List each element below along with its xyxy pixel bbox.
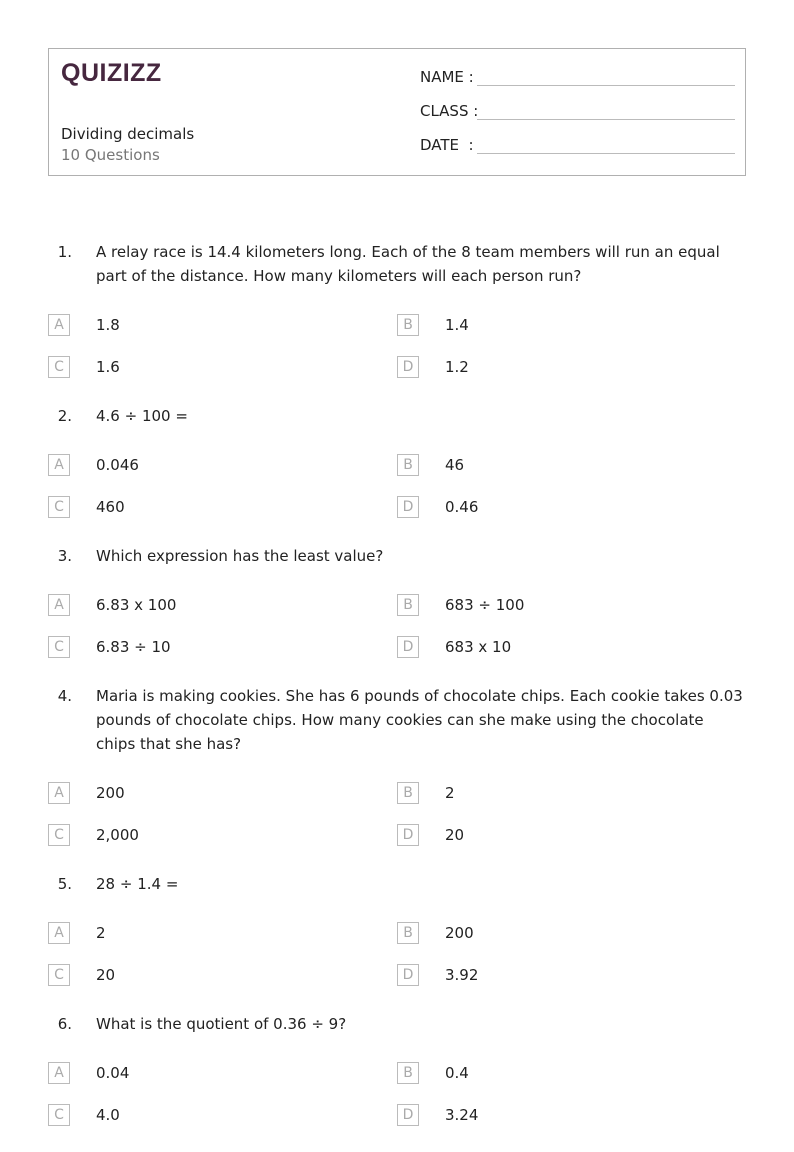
question-number: 3. xyxy=(57,547,72,565)
option-text: 0.46 xyxy=(445,498,479,516)
option-letter-box[interactable]: C xyxy=(48,356,70,378)
option-text: 1.8 xyxy=(96,316,120,334)
answer-option[interactable] xyxy=(48,954,397,996)
question-number: 2. xyxy=(57,407,72,425)
option-letter-box[interactable]: B xyxy=(397,782,419,804)
quizizz-logo: QUIZIZZ xyxy=(61,59,162,87)
option-letter-box[interactable]: C xyxy=(48,496,70,518)
option-letter-box[interactable]: C xyxy=(48,636,70,658)
answer-option[interactable] xyxy=(48,346,397,388)
option-text: 683 ÷ 100 xyxy=(445,596,525,614)
date-field[interactable] xyxy=(420,135,735,154)
option-text: 20 xyxy=(96,966,116,984)
answer-option[interactable] xyxy=(397,346,746,388)
option-text: 3.24 xyxy=(445,1106,479,1124)
option-letter-box[interactable]: B xyxy=(397,314,419,336)
option-text: 4.0 xyxy=(96,1106,120,1124)
option-letter-box[interactable]: C xyxy=(48,1104,70,1126)
answer-options xyxy=(48,304,794,388)
answer-option[interactable] xyxy=(397,954,746,996)
option-text: 6.83 ÷ 10 xyxy=(96,638,171,656)
option-text: 0.046 xyxy=(96,456,139,474)
question-number: 4. xyxy=(57,687,72,705)
option-text: 2,000 xyxy=(96,826,139,844)
option-letter-box[interactable]: A xyxy=(48,454,70,476)
answer-option[interactable] xyxy=(48,486,397,528)
question xyxy=(0,240,794,388)
option-text: 683 x 10 xyxy=(445,638,512,656)
worksheet-title: Dividing decimals xyxy=(61,125,195,143)
answer-option[interactable] xyxy=(397,304,746,346)
answer-option[interactable] xyxy=(48,912,397,954)
answer-option[interactable] xyxy=(48,1094,397,1136)
option-letter-box[interactable]: A xyxy=(48,922,70,944)
option-text: 6.83 x 100 xyxy=(96,596,177,614)
answer-option[interactable] xyxy=(48,444,397,486)
question-number: 5. xyxy=(57,875,72,893)
name-field[interactable] xyxy=(420,67,735,86)
answer-options xyxy=(48,584,794,668)
question xyxy=(0,1012,794,1136)
option-text: 46 xyxy=(445,456,465,474)
name-line[interactable] xyxy=(477,67,735,86)
question-text: A relay race is 14.4 kilometers long. Each of the 8 team members will run an equal part of the distance. How many kilometers will each person run? xyxy=(96,243,720,285)
answer-option[interactable] xyxy=(48,1052,397,1094)
class-field[interactable] xyxy=(420,101,735,120)
answer-option[interactable] xyxy=(397,444,746,486)
answer-option[interactable] xyxy=(48,814,397,856)
question xyxy=(0,684,794,856)
answer-option[interactable] xyxy=(397,584,746,626)
option-letter-box[interactable]: D xyxy=(397,824,419,846)
answer-option[interactable] xyxy=(397,486,746,528)
answer-option[interactable] xyxy=(48,584,397,626)
answer-option[interactable] xyxy=(397,772,746,814)
question xyxy=(0,404,794,528)
option-text: 1.4 xyxy=(445,316,469,334)
answer-option[interactable] xyxy=(48,626,397,668)
option-text: 200 xyxy=(96,784,125,802)
answer-options xyxy=(48,772,794,856)
option-letter-box[interactable]: B xyxy=(397,594,419,616)
answer-option[interactable] xyxy=(397,814,746,856)
option-text: 1.2 xyxy=(445,358,469,376)
class-label: CLASS : xyxy=(420,102,479,120)
answer-options xyxy=(48,1052,794,1136)
question-text: 4.6 ÷ 100 = xyxy=(96,407,188,425)
option-letter-box[interactable]: C xyxy=(48,964,70,986)
option-text: 200 xyxy=(445,924,474,942)
answer-options xyxy=(48,912,794,996)
name-label: NAME : xyxy=(420,68,474,86)
question-text: Which expression has the least value? xyxy=(96,547,384,565)
option-text: 1.6 xyxy=(96,358,120,376)
answer-option[interactable] xyxy=(397,912,746,954)
question-list xyxy=(0,240,794,1152)
option-letter-box[interactable]: D xyxy=(397,636,419,658)
option-letter-box[interactable]: B xyxy=(397,1062,419,1084)
option-text: 2 xyxy=(445,784,455,802)
option-letter-box[interactable]: C xyxy=(48,824,70,846)
option-letter-box[interactable]: D xyxy=(397,496,419,518)
question-text: Maria is making cookies. She has 6 pounds of chocolate chips. Each cookie takes 0.03 pounds of chocolate chips. How many cookies can she make using the chocolate chips that she has? xyxy=(96,687,743,753)
option-text: 460 xyxy=(96,498,125,516)
answer-option[interactable] xyxy=(397,1094,746,1136)
option-text: 0.4 xyxy=(445,1064,469,1082)
option-text: 3.92 xyxy=(445,966,479,984)
answer-option[interactable] xyxy=(397,1052,746,1094)
option-letter-box[interactable]: D xyxy=(397,1104,419,1126)
class-line[interactable] xyxy=(477,101,735,120)
answer-options xyxy=(48,444,794,528)
question-text: What is the quotient of 0.36 ÷ 9? xyxy=(96,1015,347,1033)
option-letter-box[interactable]: A xyxy=(48,782,70,804)
option-letter-box[interactable]: A xyxy=(48,1062,70,1084)
option-letter-box[interactable]: A xyxy=(48,314,70,336)
option-letter-box[interactable]: B xyxy=(397,454,419,476)
option-letter-box[interactable]: D xyxy=(397,356,419,378)
option-letter-box[interactable]: D xyxy=(397,964,419,986)
answer-option[interactable] xyxy=(48,772,397,814)
answer-option[interactable] xyxy=(397,626,746,668)
question xyxy=(0,544,794,668)
option-text: 0.04 xyxy=(96,1064,130,1082)
date-label: DATE : xyxy=(420,136,474,154)
question-number: 1. xyxy=(57,243,72,261)
question-number: 6. xyxy=(57,1015,72,1033)
worksheet-header xyxy=(48,48,746,176)
answer-option[interactable] xyxy=(48,304,397,346)
option-text: 2 xyxy=(96,924,106,942)
question-text: 28 ÷ 1.4 = xyxy=(96,875,179,893)
date-line[interactable] xyxy=(477,135,735,154)
question-count: 10 Questions xyxy=(61,146,160,164)
option-letter-box[interactable]: A xyxy=(48,594,70,616)
option-letter-box[interactable]: B xyxy=(397,922,419,944)
option-text: 20 xyxy=(445,826,465,844)
question xyxy=(0,872,794,996)
